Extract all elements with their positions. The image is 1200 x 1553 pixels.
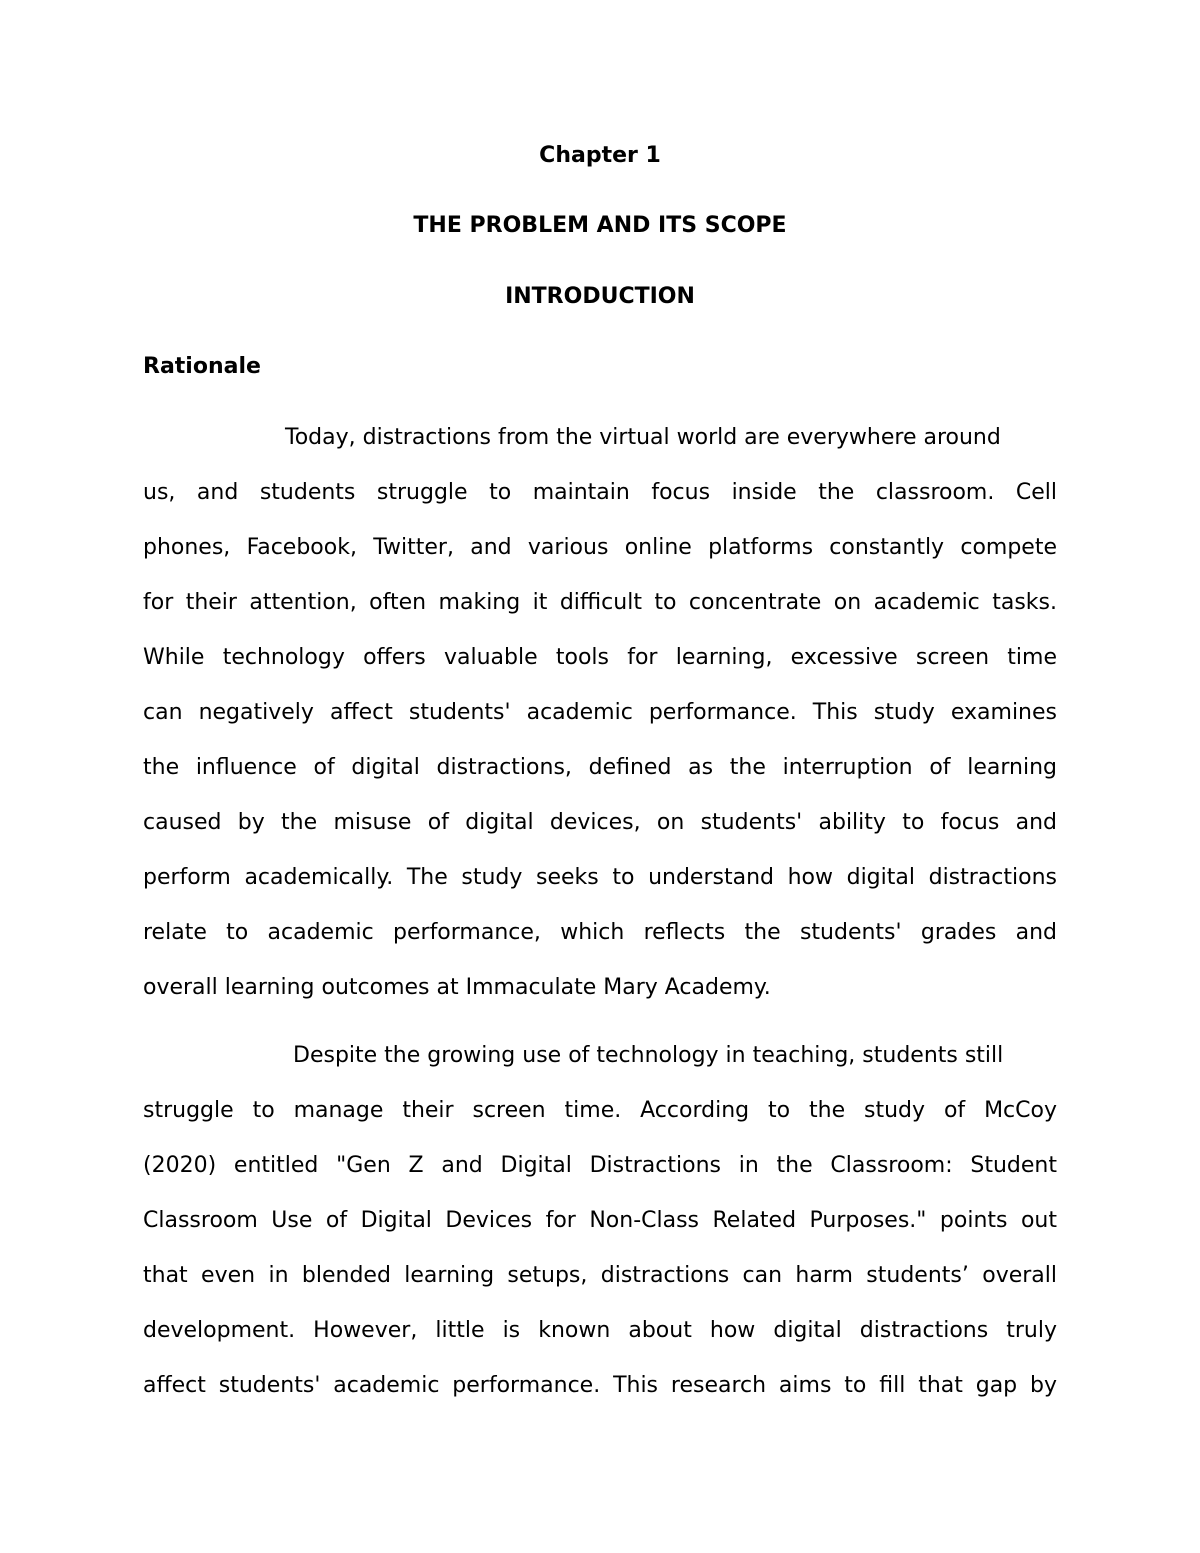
paragraph-line: (2020) entitled "Gen Z and Digital Distractions in the Classroom: Student [143, 1153, 1057, 1178]
paragraph-line: development. However, little is known about how digital distractions truly [143, 1318, 1057, 1343]
paragraph-line: for their attention, often making it difficult to concentrate on academic tasks. [143, 590, 1057, 615]
paragraph-line: perform academically. The study seeks to understand how digital distractions [143, 865, 1057, 890]
paragraph-line: affect students' academic performance. This research aims to fill that gap by [143, 1373, 1057, 1398]
chapter-heading: Chapter 1 [539, 143, 661, 168]
rationale-heading: Rationale [143, 354, 261, 379]
paragraph-line: can negatively affect students' academic performance. This study examines [143, 700, 1057, 725]
paragraph-line: struggle to manage their screen time. According to the study of McCoy [143, 1098, 1057, 1123]
paragraph-line: overall learning outcomes at Immaculate Mary Academy. [143, 975, 771, 1000]
paragraph-line: Classroom Use of Digital Devices for Non-Class Related Purposes." points out [143, 1208, 1057, 1233]
paragraph-line: While technology offers valuable tools for learning, excessive screen time [143, 645, 1057, 670]
paragraph-line: us, and students struggle to maintain focus inside the classroom. Cell [143, 480, 1057, 505]
paragraph-line: Today, distractions from the virtual world are everywhere around [285, 425, 1001, 450]
introduction-heading: INTRODUCTION [505, 284, 695, 309]
paragraph-line: that even in blended learning setups, distractions can harm students’ overall [143, 1263, 1057, 1288]
paragraph-line: phones, Facebook, Twitter, and various online platforms constantly compete [143, 535, 1057, 560]
paragraph-line: relate to academic performance, which reflects the students' grades and [143, 920, 1057, 945]
rationale-paragraph-1 [143, 410, 1057, 1015]
paragraph-line: the influence of digital distractions, defined as the interruption of learning [143, 755, 1057, 780]
rationale-paragraph-2 [143, 1028, 1057, 1413]
chapter-title: THE PROBLEM AND ITS SCOPE [413, 213, 787, 238]
paragraph-line: Despite the growing use of technology in teaching, students still [293, 1043, 1004, 1068]
paragraph-line: caused by the misuse of digital devices, on students' ability to focus and [143, 810, 1057, 835]
